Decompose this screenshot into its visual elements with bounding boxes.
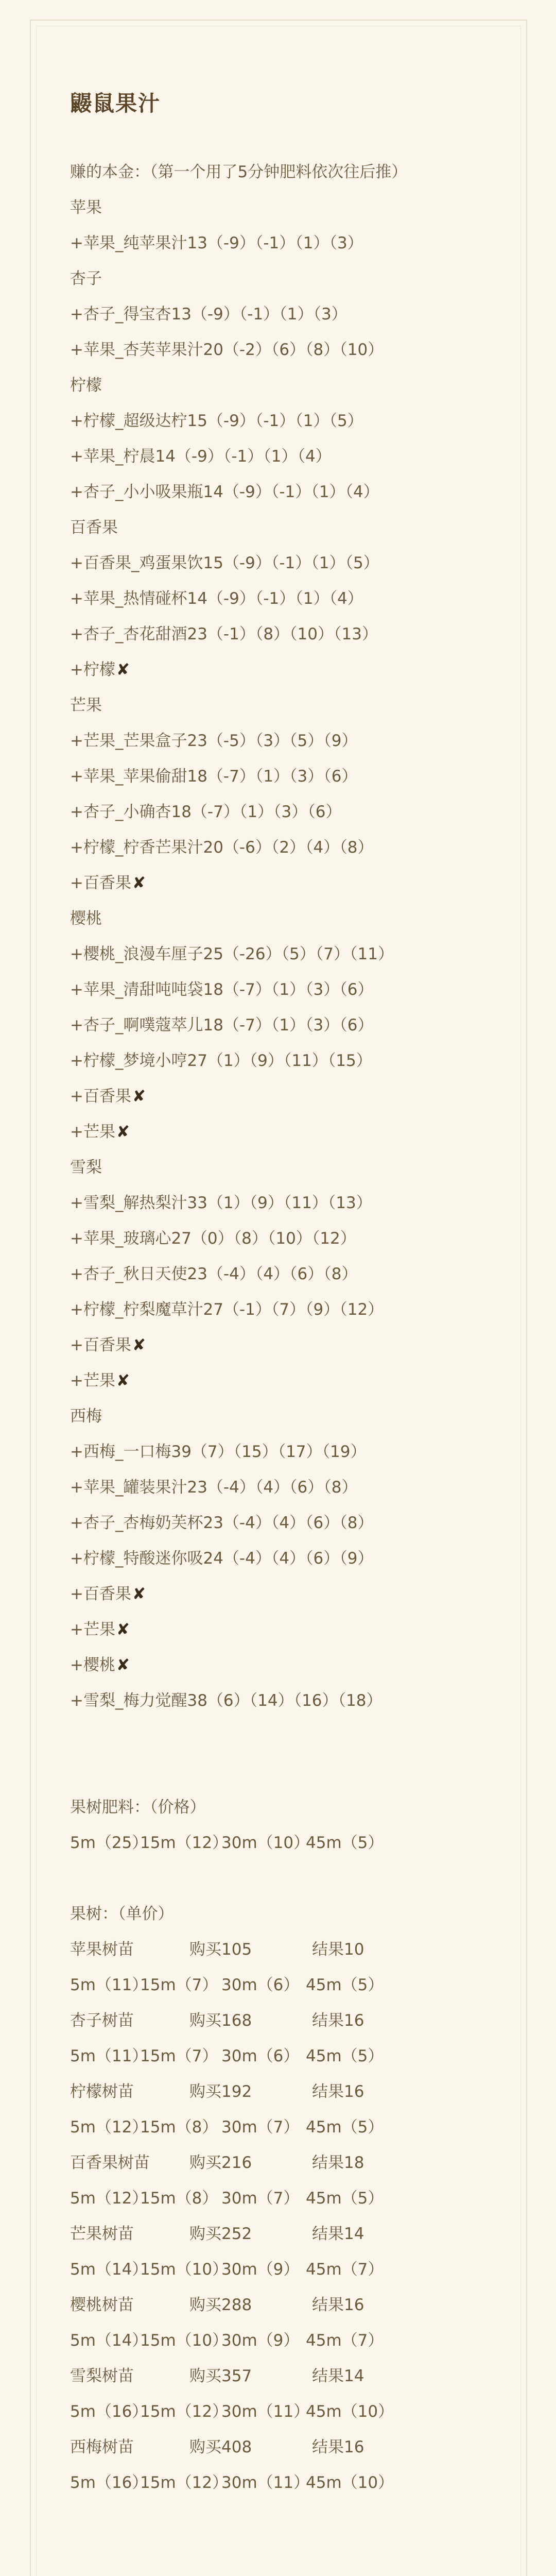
seedling-name: 苹果树苗 — [70, 1940, 134, 1959]
intro-text: 赚的本金：（第一个用了5分钟肥料依次往后推） — [70, 163, 408, 181]
cross-mark-icon: ✘ — [116, 1620, 130, 1639]
seedling-result: 结果10 — [312, 1940, 364, 1959]
cross-mark-icon: ✘ — [132, 1585, 146, 1603]
fertilizer-price: 30m（10） — [221, 1834, 310, 1852]
recipe-line: +苹果_热情碰杯14（-9）（-1）（1）（4） — [70, 589, 363, 608]
crossed-item-label: +柠檬 — [70, 660, 115, 679]
seedling-result: 结果16 — [312, 2296, 364, 2314]
seedling-buy: 购买408 — [189, 2438, 252, 2456]
blank-line — [70, 1861, 513, 1896]
seedling-buy: 购买357 — [189, 2367, 252, 2385]
section-heading: 雪梨 — [70, 1158, 102, 1177]
recipe-line: +樱桃_浪漫车厘子25（-26）（5）（7）（11） — [70, 945, 394, 963]
fertilizer-price: 5m（25） — [70, 1834, 148, 1852]
seedling-time-value: 15m（8） — [140, 2189, 218, 2208]
seedling-result: 结果14 — [312, 2225, 364, 2243]
cross-mark-icon: ✘ — [132, 874, 146, 892]
seedling-time-value: 45m（5） — [306, 2118, 384, 2137]
recipe-line: +雪梨_梅力觉醒38（6）（14）（16）（18） — [70, 1691, 383, 1710]
seedling-times — [70, 2110, 513, 2145]
seedling-times — [70, 2252, 513, 2287]
recipe-line: +杏子_秋日天使23（-4）（4）（6）（8） — [70, 1265, 358, 1283]
crossed-item-label: +樱桃 — [70, 1656, 115, 1674]
blank-line — [70, 1754, 513, 1790]
recipe-line: +杏子_得宝杏13（-9）（-1）（1）（3） — [70, 305, 348, 324]
fertilizer-price: 45m（5） — [306, 1834, 384, 1852]
seedling-time-value: 5m（12） — [70, 2189, 148, 2208]
seedling-times — [70, 2323, 513, 2359]
cross-mark-icon: ✘ — [132, 1087, 146, 1106]
seedling-time-value: 15m（10） — [140, 2331, 229, 2350]
seedling-time-value: 45m（7） — [306, 2260, 384, 2279]
recipe-line: +苹果_清甜吨吨袋18（-7）（1）（3）（6） — [70, 980, 374, 999]
seedling-row — [70, 2216, 513, 2252]
recipe-line: +苹果_纯苹果汁13（-9）（-1）（1）（3） — [70, 234, 363, 252]
seedling-time-value: 5m（12） — [70, 2118, 148, 2137]
page-title: 鼹鼠果汁 — [70, 91, 161, 116]
seedling-name: 雪梨树苗 — [70, 2367, 134, 2385]
trees-heading: 果树：（单价） — [70, 1905, 174, 1923]
section-heading: 苹果 — [70, 198, 102, 217]
fertilizer-price: 15m（12） — [140, 1834, 229, 1852]
section-heading: 樱桃 — [70, 909, 102, 928]
seedling-result: 结果18 — [312, 2154, 364, 2172]
crossed-item-label: +芒果 — [70, 1123, 115, 1141]
seedling-name: 百香果树苗 — [70, 2154, 150, 2172]
seedling-result: 结果16 — [312, 2011, 364, 2030]
seedling-time-value: 30m（7） — [221, 2118, 300, 2137]
blank-line — [70, 1719, 513, 1754]
crossed-item-label: +百香果 — [70, 1087, 131, 1106]
recipe-line: +柠檬_柠香芒果汁20（-6）（2）（4）（8） — [70, 838, 374, 857]
seedling-row — [70, 2003, 513, 2039]
crossed-item-line — [70, 866, 513, 901]
recipe-line: +杏子_小小吸果瓶14（-9）（-1）（1）（4） — [70, 483, 379, 501]
seedling-time-value: 30m（7） — [221, 2189, 300, 2208]
seedling-buy: 购买192 — [189, 2082, 252, 2101]
section-heading: 西梅 — [70, 1407, 102, 1426]
seedling-buy: 购买105 — [189, 1940, 252, 1959]
seedling-time-value: 15m（7） — [140, 2047, 218, 2065]
recipe-line: +苹果_苹果偷甜18（-7）（1）（3）（6） — [70, 767, 358, 786]
cross-mark-icon: ✘ — [116, 1656, 130, 1674]
crossed-item-line — [70, 1612, 513, 1648]
note-body — [70, 155, 513, 2501]
seedling-row — [70, 2430, 513, 2465]
seedling-time-value: 45m（5） — [306, 2189, 384, 2208]
recipe-line: +西梅_一口梅39（7）（15）（17）（19） — [70, 1443, 367, 1461]
recipe-line: +杏子_杏梅奶芙杯23（-4）（4）（6）（8） — [70, 1514, 374, 1532]
crossed-item-line — [70, 1577, 513, 1612]
cross-mark-icon: ✘ — [116, 1371, 130, 1390]
cross-mark-icon: ✘ — [132, 1336, 146, 1354]
seedling-name: 柠檬树苗 — [70, 2082, 134, 2101]
recipe-line: +柠檬_梦境小哼27（1）（9）（11）（15） — [70, 1052, 372, 1070]
section-heading: 杏子 — [70, 269, 102, 288]
seedling-times — [70, 2465, 513, 2501]
seedling-time-value: 5m（14） — [70, 2260, 148, 2279]
seedling-time-value: 15m（12） — [140, 2402, 229, 2421]
seedling-time-value: 45m（10） — [306, 2473, 394, 2492]
seedling-row — [70, 2359, 513, 2394]
recipe-line: +杏子_杏花甜酒23（-1）（8）（10）（13） — [70, 625, 378, 643]
seedling-row — [70, 2145, 513, 2181]
seedling-buy: 购买216 — [189, 2154, 252, 2172]
seedling-time-value: 5m（16） — [70, 2402, 148, 2421]
seedling-time-value: 45m（5） — [306, 1976, 384, 1994]
seedling-time-value: 15m（10） — [140, 2260, 229, 2279]
seedling-time-value: 5m（11） — [70, 1976, 148, 1994]
recipe-line: +苹果_柠晨14（-9）（-1）（1）（4） — [70, 447, 332, 466]
seedling-time-value: 30m（6） — [221, 2047, 300, 2065]
crossed-item-line — [70, 1079, 513, 1114]
seedling-times — [70, 2181, 513, 2216]
seedling-buy: 购买252 — [189, 2225, 252, 2243]
seedling-name: 西梅树苗 — [70, 2438, 134, 2456]
seedling-time-value: 30m（11） — [221, 2402, 310, 2421]
crossed-item-line — [70, 652, 513, 688]
fertilizer-heading: 果树肥料：（价格） — [70, 1798, 206, 1817]
recipe-line: +杏子_啊噗蔻萃儿18（-7）（1）（3）（6） — [70, 1016, 374, 1035]
seedling-time-value: 30m（11） — [221, 2473, 310, 2492]
seedling-times — [70, 2394, 513, 2430]
crossed-item-label: +百香果 — [70, 874, 131, 892]
recipe-line: +杏子_小确杏18（-7）（1）（3）（6） — [70, 803, 342, 821]
recipe-line: +苹果_玻璃心27（0）（8）（10）（12） — [70, 1229, 356, 1248]
crossed-item-line — [70, 1114, 513, 1150]
cross-mark-icon: ✘ — [116, 660, 130, 679]
crossed-item-label: +芒果 — [70, 1620, 115, 1639]
recipe-line: +柠檬_超级达柠15（-9）（-1）（1）（5） — [70, 412, 363, 430]
seedling-name: 杏子树苗 — [70, 2011, 134, 2030]
seedling-time-value: 15m（7） — [140, 1976, 218, 1994]
seedling-time-value: 15m（12） — [140, 2473, 229, 2492]
crossed-item-label: +芒果 — [70, 1371, 115, 1390]
seedling-time-value: 45m（10） — [306, 2402, 394, 2421]
seedling-time-value: 45m（5） — [306, 2047, 384, 2065]
seedling-row — [70, 2287, 513, 2323]
recipe-line: +柠檬_柠梨魔草汁27（-1）（7）（9）（12） — [70, 1300, 384, 1319]
seedling-row — [70, 2074, 513, 2110]
section-heading: 柠檬 — [70, 376, 102, 395]
seedling-time-value: 5m（14） — [70, 2331, 148, 2350]
recipe-line: +百香果_鸡蛋果饮15（-9）（-1）（1）（5） — [70, 554, 379, 572]
crossed-item-line — [70, 1363, 513, 1399]
section-heading: 芒果 — [70, 696, 102, 715]
seedling-row — [70, 1932, 513, 1968]
recipe-line: +芒果_芒果盒子23（-5）（3）（5）（9） — [70, 732, 358, 750]
seedling-time-value: 30m（9） — [221, 2260, 300, 2279]
recipe-line: +柠檬_特酸迷你吸24（-4）（4）（6）（9） — [70, 1549, 374, 1568]
recipe-line: +苹果_杏芙苹果汁20（-2）（6）（8）（10） — [70, 341, 384, 359]
seedling-result: 结果16 — [312, 2082, 364, 2101]
seedling-name: 芒果树苗 — [70, 2225, 134, 2243]
recipe-line: +雪梨_解热梨汁33（1）（9）（11）（13） — [70, 1194, 372, 1212]
seedling-result: 结果16 — [312, 2438, 364, 2456]
seedling-times — [70, 1968, 513, 2003]
seedling-time-value: 30m（9） — [221, 2331, 300, 2350]
crossed-item-line — [70, 1328, 513, 1363]
fertilizer-prices — [70, 1825, 513, 1861]
seedling-time-value: 15m（8） — [140, 2118, 218, 2137]
seedling-buy: 购买168 — [189, 2011, 252, 2030]
crossed-item-line — [70, 1648, 513, 1683]
section-heading: 百香果 — [70, 518, 118, 537]
seedling-name: 樱桃树苗 — [70, 2296, 134, 2314]
seedling-result: 结果14 — [312, 2367, 364, 2385]
seedling-time-value: 30m（6） — [221, 1976, 300, 1994]
crossed-item-label: +百香果 — [70, 1585, 131, 1603]
seedling-time-value: 5m（11） — [70, 2047, 148, 2065]
seedling-times — [70, 2039, 513, 2074]
crossed-item-label: +百香果 — [70, 1336, 131, 1354]
seedling-buy: 购买288 — [189, 2296, 252, 2314]
recipe-line: +苹果_罐装果汁23（-4）（4）（6）（8） — [70, 1478, 358, 1497]
seedling-time-value: 45m（7） — [306, 2331, 384, 2350]
cross-mark-icon: ✘ — [116, 1123, 130, 1141]
seedling-time-value: 5m（16） — [70, 2473, 148, 2492]
